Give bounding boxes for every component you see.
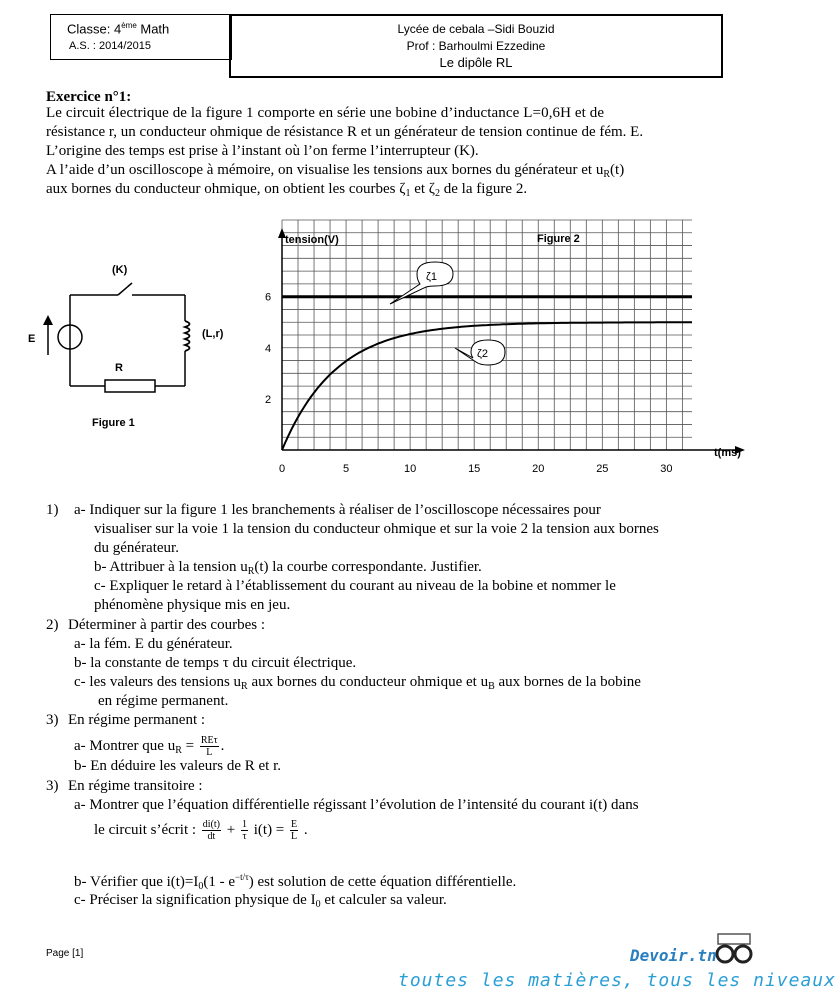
q4a-line2: le circuit s’écrit : $\frac{di(t)}{dt}$ + $\frac{1}{\tau}$ i(t) = $\frac{E}{L}$ . <box>94 819 308 842</box>
x-tick-label: 30 <box>660 463 673 475</box>
coil-icon <box>185 321 190 351</box>
q2b: b- la constante de temps τ du circuit électrique. <box>74 655 357 671</box>
q3-number: 3) <box>46 712 59 728</box>
q1a-line3: du générateur. <box>94 540 179 556</box>
q2c-line2: en régime permanent. <box>98 693 229 709</box>
label-e: E <box>28 333 36 345</box>
intro-line-4: A l’aide d’un oscilloscope à mémoire, on visualise les tensions aux bornes du générateur et $u_R(t)$ <box>46 162 625 180</box>
q1a-line1: a- Indiquer sur la figure 1 les branchements à réaliser de l’oscilloscope nécessaires pour <box>74 502 601 518</box>
q3b: b- En déduire les valeurs de R et r. <box>74 758 282 774</box>
grid-horizontal <box>282 220 692 450</box>
header-school-box <box>229 14 723 78</box>
q4-number: 3) <box>46 778 59 794</box>
y-tick-label: 2 <box>264 393 272 406</box>
logo-lens-right <box>735 946 751 962</box>
x-tick-label: 15 <box>468 463 481 475</box>
header-class-box <box>50 14 232 60</box>
school-name: Lycée de cebala –Sidi Bouzid <box>397 22 555 36</box>
q2-number: 2) <box>46 617 59 633</box>
y-tick-labels <box>265 292 271 406</box>
q4-text: En régime transitoire : <box>68 778 203 794</box>
y-tick-label: 4 <box>264 342 272 355</box>
q4b: b- Vérifier que $i(t)=I_0(1 - e^{-t/\tau})$ est solution de cette équation différentielle. <box>74 872 517 892</box>
e-arrow-icon <box>43 315 53 325</box>
logo-lens-left <box>717 946 733 962</box>
q1b: b- Attribuer à la tension $u_R(t)$ la courbe correspondante. Justifier. <box>94 559 482 577</box>
logo-book <box>718 934 750 944</box>
x-tick-label: 0 <box>278 463 286 475</box>
exercise-title: Exercice n°1: <box>46 89 132 105</box>
q4c: c- Préciser la signification physique de $I_0$ et calculer sa valeur. <box>74 892 447 910</box>
brand-name: Devoir.tn <box>630 946 717 965</box>
intro-line-3: L’origine des temps est prise à l’instant où l’on ferme l’interrupteur (K). <box>46 143 479 159</box>
chart-title: Figure 2 <box>537 233 580 245</box>
q2c: c- les valeurs des tensions $u_R$ aux bornes du conducteur ohmique et $u_B$ aux bornes de la bobine <box>74 674 641 692</box>
q1-number: 1) <box>46 502 59 518</box>
x-tick-label: 5 <box>343 463 350 475</box>
label-lr: (L,r) <box>202 328 224 340</box>
label-k: (K) <box>112 264 128 276</box>
x-tick-label: 25 <box>596 463 609 475</box>
resistor-icon <box>105 380 155 392</box>
annotation-zeta2: ζ2 <box>477 348 488 360</box>
intro-line-1: Le circuit électrique de la figure 1 comporte en série une bobine d’inductance L=0,6H et de <box>46 105 605 121</box>
q4a-line1: a- Montrer que l’équation différentielle régissant l’évolution de l’intensité du courant i(t) dans <box>74 797 639 813</box>
q3-text: En régime permanent : <box>68 712 206 728</box>
label-r: R <box>115 362 123 374</box>
x-tick-label: 10 <box>404 463 417 475</box>
y-axis-label: tension(V) <box>285 234 339 246</box>
switch-k <box>118 283 132 295</box>
x-axis-label: t(ms) <box>714 447 741 459</box>
q1c-line2: phénomène physique mis en jeu. <box>94 597 291 613</box>
class-label: Classe: 4ème Math <box>67 21 170 37</box>
school-year: A.S. : 2014/2015 <box>69 40 151 52</box>
q1a-line2: visualiser sur la voie 1 la tension du conducteur ohmique et sur la voie 2 la tension aux bornes <box>94 521 659 537</box>
brand-tagline: toutes les matières, tous les niveaux <box>398 970 836 991</box>
x-tick-labels <box>279 463 673 475</box>
q1c-line1: c- Expliquer le retard à l’établissement du courant au niveau de la bobine et nommer le <box>94 578 616 594</box>
q3a: a- Montrer que $u_R$ = $\frac{\text{REτ}}{L}$ . <box>74 735 225 758</box>
x-tick-label: 20 <box>532 463 545 475</box>
y-tick-label: 6 <box>264 291 272 304</box>
glasses-logo-icon <box>712 932 756 968</box>
intro-line-5: aux bornes du conducteur ohmique, on obtient les courbes $\zeta_1$ et $\zeta_2$ de la figure 2. <box>46 181 528 199</box>
subject-title: Le dipôle RL <box>439 55 513 70</box>
figure2-chart <box>230 222 750 478</box>
teacher-name: Prof : Barhoulmi Ezzedine <box>406 39 546 53</box>
q2-text: Déterminer à partir des courbes : <box>68 617 265 633</box>
figure1-circuit <box>20 255 250 440</box>
annotation-zeta1: ζ1 <box>426 271 437 283</box>
page-number: Page [1] <box>46 948 84 959</box>
q2a: a- la fém. E du générateur. <box>74 636 233 652</box>
figure1-caption: Figure 1 <box>92 417 135 429</box>
intro-line-2: résistance r, un conducteur ohmique de résistance R et un générateur de tension continue de fém. E. <box>46 124 644 140</box>
